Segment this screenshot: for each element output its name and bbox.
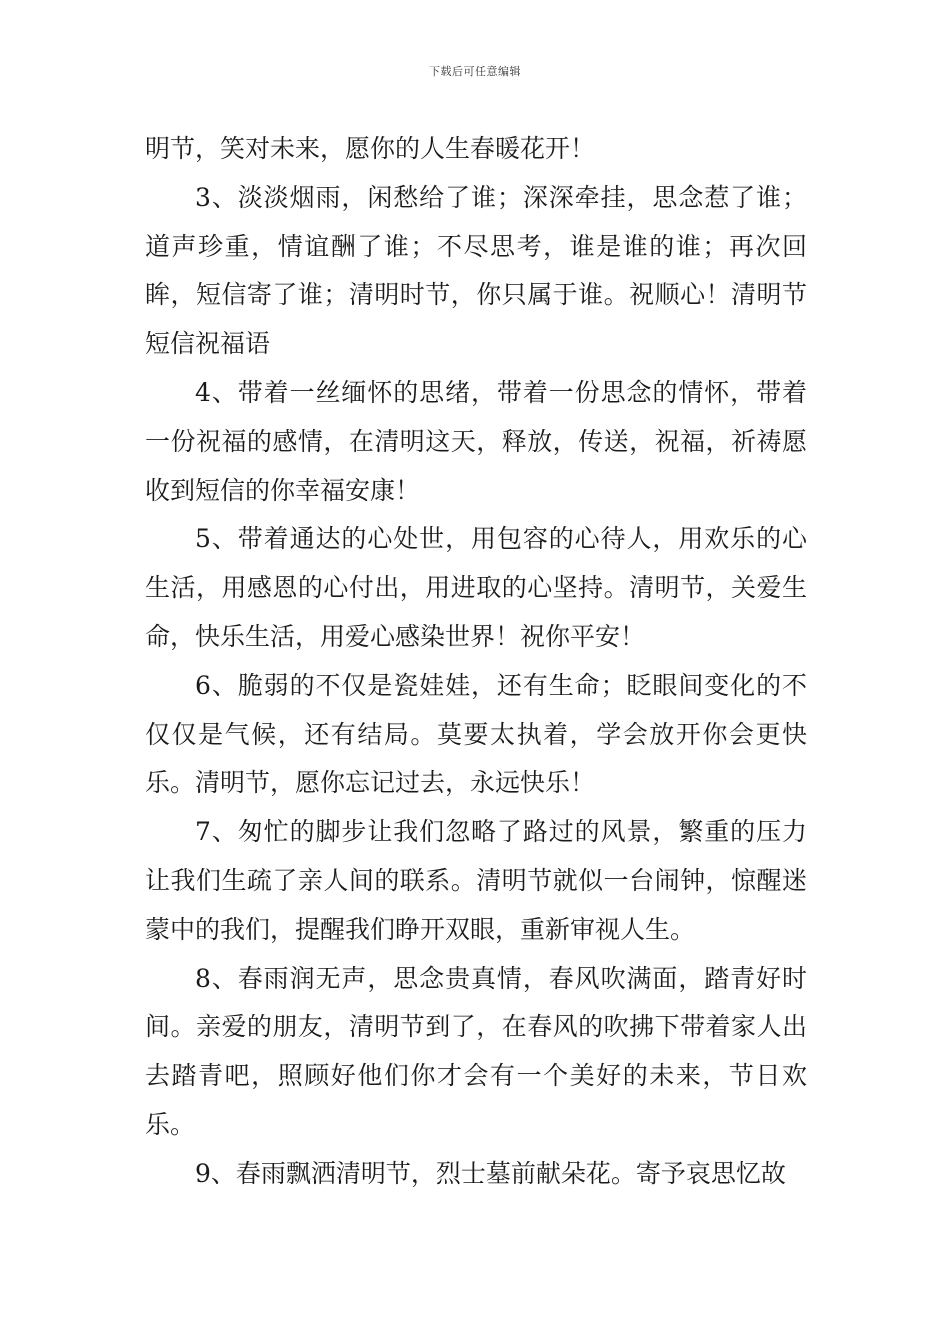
paragraph-item-4: 4、带着一丝缅怀的思绪，带着一份思念的情怀，带着一份祝福的感情，在清明这天，释放，传送，祝福，祈祷愿收到短信的你幸福安康！ <box>145 377 807 505</box>
paragraph-item-7: 7、匆忙的脚步让我们忽略了路过的风景，繁重的压力让我们生疏了亲人间的联系。清明节就似一台闹钟，惊醒迷蒙中的我们，提醒我们睁开双眼，重新审视人生。 <box>145 817 807 944</box>
page-header: 下载后可任意编辑 <box>429 65 521 78</box>
paragraph-item-3: 3、淡淡烟雨，闲愁给了谁；深深牵挂，思念惹了谁；道声珍重，情谊酬了谁；不尽思考，谁是谁的谁；再次回眸，短信寄了谁；清明时节，你只属于谁。祝顺心！清明节短信祝福语 <box>145 182 807 359</box>
paragraph-item-6: 6、脆弱的不仅是瓷娃娃，还有生命；眨眼间变化的不仅仅是气候，还有结局。莫要太执着，学会放开你会更快乐。清明节，愿你忘记过去，永远快乐！ <box>145 670 807 798</box>
paragraph-item-8: 8、春雨润无声，思念贵真情，春风吹满面，踏青好时间。亲爱的朋友，清明节到了，在春风的吹拂下带着家人出去踏青吧，照顾好他们你才会有一个美好的未来，节日欢乐。 <box>145 963 807 1139</box>
document-body <box>145 125 807 1199</box>
paragraph-continuation: 明节，笑对未来，愿你的人生春暖花开！ <box>145 134 596 163</box>
paragraph-item-5: 5、带着通达的心处世，用包容的心待人，用欢乐的心生活，用感恩的心付出，用进取的心坚持。清明节，关爱生命，快乐生活，用爱心感染世界！祝你平安！ <box>145 524 807 651</box>
paragraph-item-9: 9、春雨飘洒清明节，烈士墓前献朵花。寄予哀思忆故 <box>195 1158 786 1188</box>
